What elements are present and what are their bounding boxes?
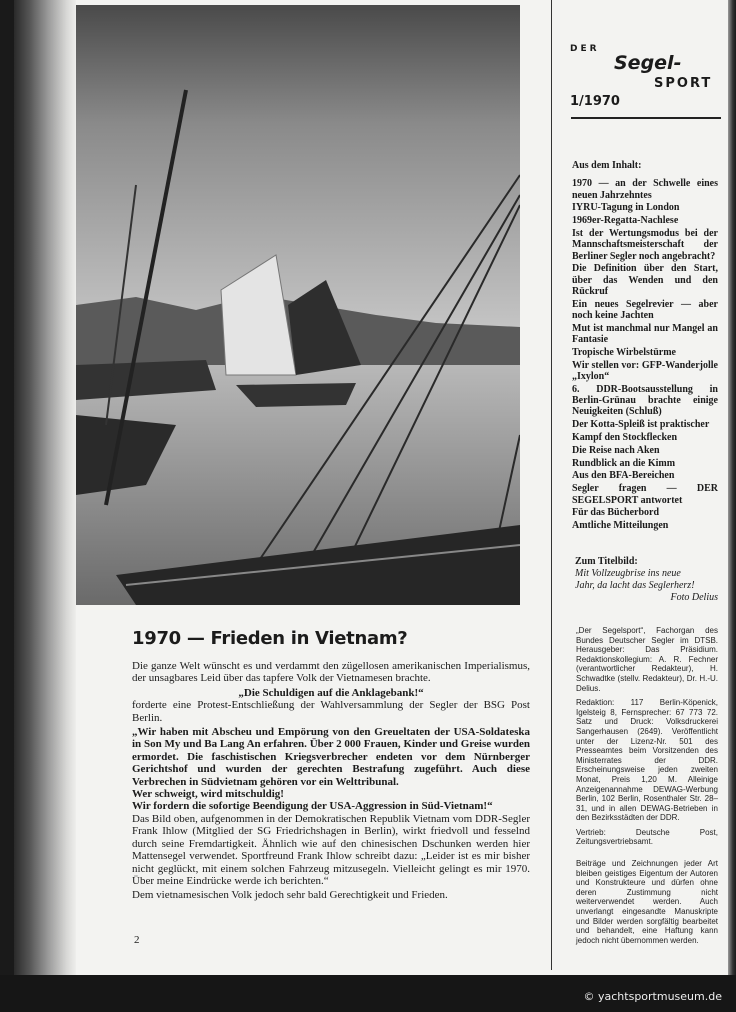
- table-of-contents: [572, 160, 718, 533]
- toc-item: Aus den BFA-Bereichen: [572, 470, 675, 482]
- toc-heading: Aus dem Inhalt:: [572, 160, 642, 171]
- toc-item: 6. DDR-Bootsausstellung in Berlin-Grünau brachte einige Neuigkeiten (Schluß): [572, 383, 718, 418]
- toc-item: Tropische Wirbelstürme: [572, 346, 676, 358]
- toc-item: IYRU-Tagung in London: [572, 202, 680, 214]
- imprint-copyright: Beiträge und Zeichnungen jeder Art bleiben geistiges Eigentum der Autoren und Konstrukteure und dürfen ohne deren Zustimmung nicht weiterverwendet werden. Auch unverlangt eingesandte Manuskripte und Bilder werden sorgfältig bearbeitet und behandelt, eine Haftung kann jedoch nicht übernommen werden.: [576, 859, 718, 945]
- toc-item: Kampf den Stockflecken: [572, 432, 677, 444]
- article-intro: Die ganze Welt wünscht es und verdammt den zügellosen amerikanischen Imperialismus, der unsagbares Leid über das tapfere Volk der Vietnamesen brachte.: [132, 660, 530, 685]
- toc-item: 1969er-Regatta-Nachlese: [572, 215, 679, 227]
- watermark: © yachtsportmuseum.de: [583, 990, 722, 1003]
- masthead-segel: Segel-: [614, 52, 682, 74]
- toc-item: Die Reise nach Aken: [572, 444, 660, 456]
- toc-item: Wir stellen vor: GFP-Wanderjolle „Ixylon“: [572, 359, 718, 383]
- toc-item: Die Definition über den Start, über das Wenden und den Rückruf: [572, 263, 718, 297]
- article-resolution: „Wir haben mit Abscheu und Empörung von den Greueltaten der USA-Soldateska in Son My und Ba Lang An erfahren. Über 2 000 Frauen, Kinder und Greise wurden ermordet. Die faschistischen Kriegsverbrecher endeten vor dem Nürnberger Gerichtshof und wurden der gerechten Bestrafung zugeführt. Auch diese Verbrechen in Südvietnam gehören vor ein Welttribunal.: [132, 726, 530, 788]
- masthead-rule: [571, 117, 721, 119]
- toc-item: Ist der Wertungsmodus bei der Mannschaftsmeisterschaft der Berliner Segler noch angebracht?: [572, 227, 718, 262]
- article-title: 1970 — Frieden in Vietnam?: [132, 628, 408, 649]
- masthead-der: DER: [570, 44, 600, 54]
- toc-item: Segler fragen — DER SEGELSPORT antwortet: [572, 483, 718, 506]
- cover-note: [575, 556, 718, 604]
- article-quote-heading: „Die Schuldigen auf die Anklagebank!“: [238, 686, 424, 699]
- photo-credit: Foto Delius: [670, 592, 718, 603]
- issue-number: 1/1970: [570, 94, 620, 109]
- article-body: [132, 660, 530, 902]
- cover-note-heading: Zum Titelbild:: [575, 556, 638, 567]
- bottom-strip: [0, 975, 736, 1012]
- imprint: [576, 626, 718, 950]
- toc-item: Ein neues Segelrevier — aber noch keine Jachten: [572, 298, 718, 322]
- page-binding-shadow: [14, 0, 76, 975]
- article-resolution-slogan: Wer schweigt, wird mitschuldig!: [132, 788, 284, 801]
- toc-item: Der Kotta-Spleiß ist praktischer: [572, 419, 710, 431]
- toc-item: Amtliche Mitteilungen: [572, 520, 669, 532]
- masthead-sport: SPORT: [654, 76, 713, 91]
- article-protest: forderte eine Protest-Entschließung der Wahlversammlung der Segler der BSG Post Berlin.: [132, 699, 530, 724]
- cover-note-line: Jahr, da lacht das Seglerherz!: [575, 580, 695, 591]
- toc-item: Rundblick an die Kimm: [572, 457, 676, 469]
- cover-photo-junk-sailing: [76, 5, 520, 605]
- article-photo-description: Das Bild oben, aufgenommen in der Demokratischen Republik Vietnam vom DDR-Segler Frank Ihlow (Mitglied der SG Friedrichshagen in Berlin), wirkt friedvoll und fesselnd durch seine Fremdartigkeit. Ähnlich wie auf den chinesischen Dschunken werden hier Mattensegel verwendet. Sportfreund Frank Ihlow schreibt dazu: „Leider ist es mir bisher nicht geglückt, mit einem solchen Fahrzeug mitzusegeln. Vielleicht gelingt es mir 1970. Über meine Eindrücke werde ich berichten.“: [132, 812, 530, 887]
- toc-item: 1970 — an der Schwelle eines neuen Jahrzehntes: [572, 178, 718, 201]
- page-number: 2: [134, 934, 140, 946]
- imprint-distribution: Vertrieb: Deutsche Post, Zeitungsvertriebsamt.: [576, 827, 718, 847]
- article-closing: Dem vietnamesischen Volk jedoch sehr bald Gerechtigkeit und Frieden.: [132, 889, 448, 902]
- column-divider: [551, 0, 552, 970]
- imprint-editorial-office: Redaktion: 117 Berlin-Köpenick, Igelsteig 8, Fernsprecher: 67 773 72. Satz und Druck: Volksdruckerei Sangerhausen (2649). Veröffentlicht unter der Lizenz-Nr. 501 des Presseamtes beim Vorsitzenden des Ministerrates der DDR. Erscheinungsweise jeden zweiten Monat, Preis 1,20 M. Alleinige Anzeigenannahme DEWAG-Werbung Berlin, 102 Berlin, Rosenthaler Str. 28–31, und in allen DEWAG-Betrieben in den Bezirksstädten der DDR.: [576, 698, 718, 823]
- magazine-page: [14, 0, 728, 975]
- page-edge-shadow: [728, 0, 736, 1012]
- imprint-publisher: „Der Segelsport“, Fachorgan des Bundes Deutscher Segler im DTSB. Herausgeber: Das Präsidium. Redaktionskollegium: A. R. Fechner (verantwortlicher Redakteur), H. Schwadtke (stellv. Redakteur), Dr. H.-U. Delius.: [576, 626, 718, 693]
- toc-item: Für das Bücherbord: [572, 507, 660, 519]
- toc-item: Mut ist manchmal nur Mangel an Fantasie: [572, 322, 718, 346]
- article-resolution-demand: Wir fordern die sofortige Beendigung der USA-Aggression in Süd-Vietnam!“: [132, 800, 493, 813]
- cover-note-line: Mit Vollzeugbrise ins neue: [575, 568, 681, 579]
